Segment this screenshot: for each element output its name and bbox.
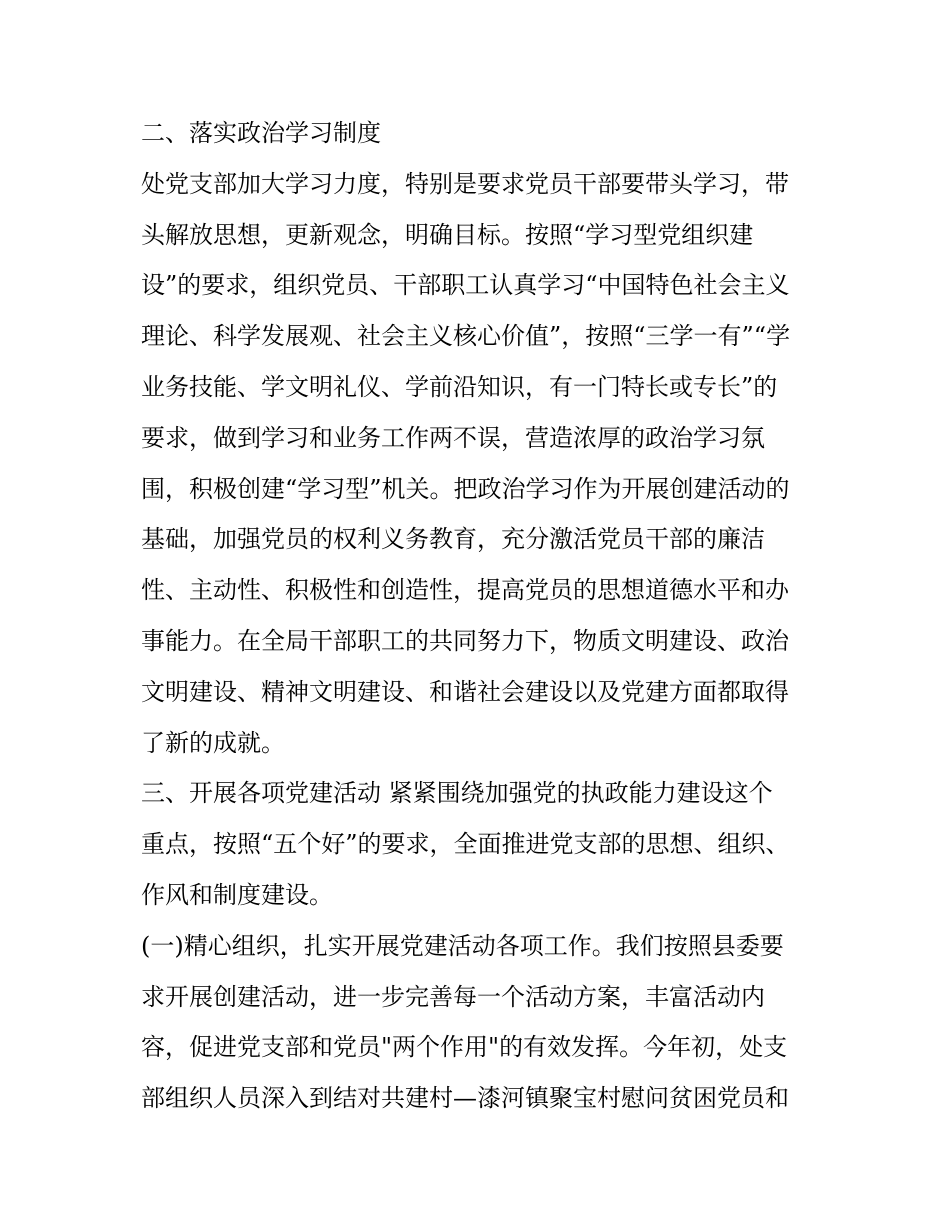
text-line: 基础，加强党员的权利义务教育，充分激活党员干部的廉洁 bbox=[141, 525, 765, 554]
text-line: 处党支部加大学习力度，特别是要求党员干部要带头学习，带 bbox=[141, 169, 789, 198]
subsection-paragraph-1: (一)精心组织，扎实开展党建活动各项工作。我们按照县委要 bbox=[141, 931, 784, 960]
section-heading-3: 三、开展各项党建活动 紧紧围绕加强党的执政能力建设这个 bbox=[141, 779, 773, 808]
text-line: 求开展创建活动，进一步完善每一个活动方案，丰富活动内 bbox=[141, 982, 765, 1011]
text-line: 部组织人员深入到结对共建村—漆河镇聚宝村慰问贫困党员和 bbox=[141, 1084, 789, 1113]
text-line: 要求，做到学习和业务工作两不误，营造浓厚的政治学习氛 bbox=[141, 423, 765, 452]
text-line: 业务技能、学文明礼仪、学前沿知识，有一门特长或专长”的 bbox=[141, 372, 778, 401]
text-line: 围，积极创建“学习型”机关。把政治学习作为开展创建活动的 bbox=[141, 474, 790, 503]
body-text bbox=[141, 108, 821, 1124]
text-line: 了新的成就。 bbox=[141, 728, 285, 757]
text-line: 重点，按照“五个好”的要求，全面推进党支部的思想、组织、 bbox=[141, 830, 790, 859]
section-heading-2: 二、落实政治学习制度 bbox=[141, 119, 381, 147]
text-line: 理论、科学发展观、社会主义核心价值”，按照“三学一有”“学 bbox=[141, 322, 791, 351]
text-line: 事能力。在全局干部职工的共同努力下，物质文明建设、政治 bbox=[141, 626, 789, 655]
text-line: 容，促进党支部和党员"两个作用"的有效发挥。今年初，处支 bbox=[141, 1033, 788, 1062]
text-line: 文明建设、精神文明建设、和谐社会建设以及党建方面都取得 bbox=[141, 677, 789, 706]
text-line: 性、主动性、积极性和创造性，提高党员的思想道德水平和办 bbox=[141, 576, 789, 605]
text-line: 作风和制度建设。 bbox=[141, 880, 333, 909]
text-line: 头解放思想，更新观念，明确目标。按照“学习型党组织建 bbox=[141, 220, 754, 249]
text-line: 设”的要求，组织党员、干部职工认真学习“中国特色社会主义 bbox=[141, 271, 790, 300]
